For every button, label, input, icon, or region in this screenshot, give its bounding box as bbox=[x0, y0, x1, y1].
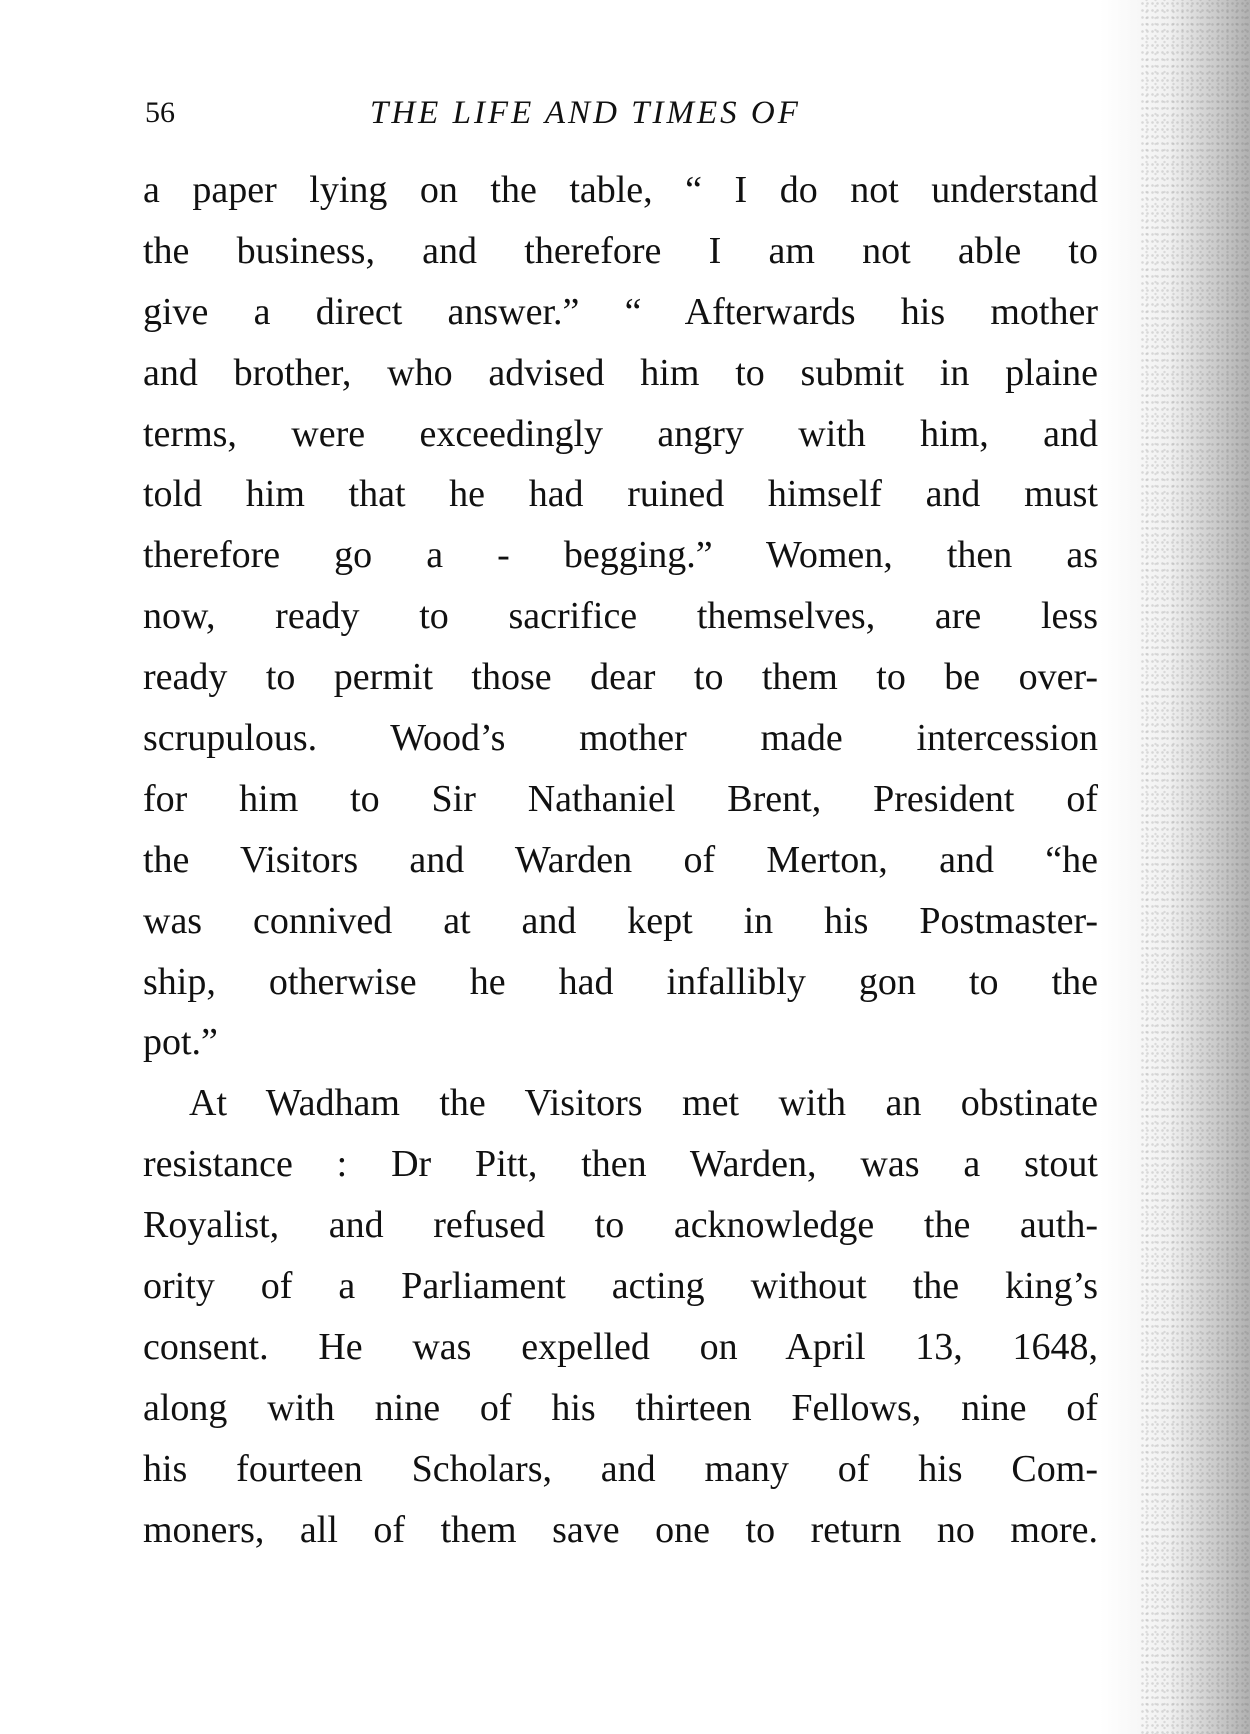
paragraph bbox=[143, 1073, 1098, 1560]
text-line: scrupulous. Wood’s mother made intercession bbox=[143, 717, 1098, 760]
text-line: resistance : Dr Pitt, then Warden, was a stout bbox=[143, 1143, 1098, 1186]
page-number: 56 bbox=[145, 96, 175, 129]
text-line: along with nine of his thirteen Fellows, nine of bbox=[143, 1386, 1098, 1429]
page-edge-texture bbox=[1140, 0, 1250, 1734]
text-line: was connived at and kept in his Postmaster- bbox=[143, 899, 1098, 942]
text-line: his fourteen Scholars, and many of his Com- bbox=[143, 1447, 1098, 1490]
text-line: give a direct answer.” “ Afterwards his mother bbox=[143, 290, 1098, 333]
text-line: Royalist, and refused to acknowledge the auth- bbox=[143, 1204, 1098, 1247]
text-line: terms, were exceedingly angry with him, and bbox=[143, 412, 1098, 455]
text-line: ready to permit those dear to them to be over- bbox=[143, 656, 1098, 699]
text-line: At Wadham the Visitors met with an obstinate bbox=[189, 1082, 1098, 1125]
text-line: pot.” bbox=[143, 1021, 218, 1064]
text-line: ority of a Parliament acting without the king’s bbox=[143, 1265, 1098, 1308]
text-line: the Visitors and Warden of Merton, and “he bbox=[143, 838, 1098, 881]
text-line: told him that he had ruined himself and must bbox=[143, 473, 1098, 516]
text-line: moners, all of them save one to return no more. bbox=[143, 1508, 1098, 1551]
text-line: consent. He was expelled on April 13, 1648, bbox=[143, 1325, 1098, 1368]
body-text bbox=[143, 160, 1098, 1560]
text-line: for him to Sir Nathaniel Brent, President of bbox=[143, 777, 1098, 820]
text-line: and brother, who advised him to submit in plaine bbox=[143, 351, 1098, 394]
text-line: the business, and therefore I am not able to bbox=[143, 229, 1098, 272]
paragraph bbox=[143, 160, 1098, 1073]
text-line: now, ready to sacrifice themselves, are less bbox=[143, 595, 1098, 638]
page-header bbox=[145, 88, 1095, 138]
text-line: a paper lying on the table, “ I do not understand bbox=[143, 169, 1098, 211]
text-line: ship, otherwise he had infallibly gon to the bbox=[143, 960, 1098, 1003]
running-head: THE LIFE AND TIMES OF bbox=[370, 95, 801, 131]
text-line: therefore go a - begging.” Women, then as bbox=[143, 534, 1098, 577]
